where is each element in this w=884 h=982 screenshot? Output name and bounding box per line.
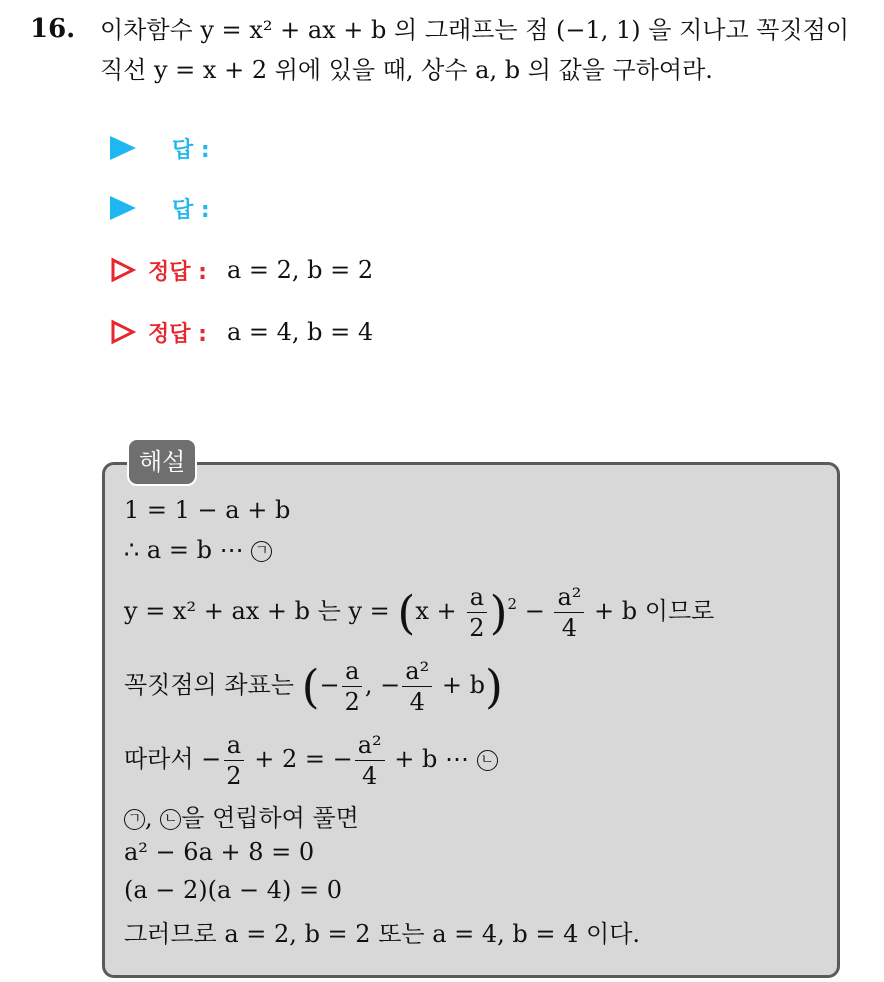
answer-label: 답 : bbox=[172, 137, 210, 163]
question-number: 16. bbox=[30, 14, 76, 44]
outline-triangle-icon bbox=[110, 257, 136, 283]
line3-suffix: + b 이므로 bbox=[594, 597, 715, 625]
solution-line-2-text: ∴ a = b ⋯ bbox=[124, 536, 244, 564]
solution-line-7: a² − 6a + 8 = 0 bbox=[124, 838, 315, 866]
solution-line-6 bbox=[124, 798, 359, 833]
solution-line-9: 그러므로 a = 2, b = 2 또는 a = 4, b = 4 이다. bbox=[124, 920, 641, 948]
minus-sign: − bbox=[319, 671, 340, 699]
filled-triangle-icon bbox=[110, 136, 136, 160]
answer-row-2[interactable] bbox=[110, 188, 210, 228]
line5-prefix: 따라서 − bbox=[124, 745, 222, 773]
comma: , bbox=[145, 804, 153, 832]
numerator: a bbox=[467, 582, 487, 613]
filled-triangle-icon bbox=[110, 196, 136, 220]
correct-answer-row-2 bbox=[110, 312, 373, 352]
numerator: a² bbox=[554, 582, 584, 613]
correct-answer-label: 정답 : bbox=[148, 259, 207, 285]
solution-line-8: (a − 2)(a − 4) = 0 bbox=[124, 876, 342, 904]
answer-label: 답 : bbox=[172, 197, 210, 223]
denominator: 4 bbox=[362, 762, 378, 790]
solution-line-5 bbox=[124, 730, 498, 791]
answer-row-1[interactable] bbox=[110, 128, 210, 168]
numerator: a bbox=[224, 730, 244, 761]
right-paren: ) bbox=[489, 585, 508, 640]
circled-letter: ㄴ bbox=[160, 809, 181, 830]
right-paren: ) bbox=[484, 659, 503, 714]
solution-line-2 bbox=[124, 536, 272, 564]
denominator: 2 bbox=[469, 614, 485, 642]
outline-triangle-icon bbox=[110, 319, 136, 345]
numerator: a² bbox=[402, 656, 432, 687]
line5-middle: + 2 = − bbox=[254, 745, 353, 773]
correct-answer-label: 정답 : bbox=[148, 321, 207, 347]
denominator: 2 bbox=[226, 762, 242, 790]
left-paren: ( bbox=[301, 659, 320, 714]
fraction bbox=[402, 656, 432, 717]
numerator: a² bbox=[355, 730, 385, 761]
fraction bbox=[466, 582, 487, 643]
minus-sign: − bbox=[524, 597, 545, 625]
solution-line-4 bbox=[124, 656, 503, 717]
numerator: a bbox=[342, 656, 362, 687]
denominator: 4 bbox=[409, 688, 425, 716]
correct-answer-value: a = 4, b = 4 bbox=[226, 318, 374, 346]
circled-letter: ㄱ bbox=[251, 541, 272, 562]
question-text-line1: 이차함수 y = x² + ax + b 의 그래프는 점 (−1, 1) 을 지나고 꼭짓점이 bbox=[100, 16, 849, 44]
fraction bbox=[223, 730, 244, 791]
line4-prefix: 꼭짓점의 좌표는 bbox=[124, 671, 294, 699]
correct-answer-row-1 bbox=[110, 250, 373, 290]
denominator: 4 bbox=[561, 614, 578, 642]
question-text-line2: 직선 y = x + 2 위에 있을 때, 상수 a, b 의 값을 구하여라. bbox=[100, 56, 713, 84]
line3-inner: x + bbox=[415, 597, 457, 625]
line5-suffix: + b ⋯ bbox=[394, 745, 470, 773]
solution-tag: 해설 bbox=[127, 438, 197, 486]
circled-letter: ㄱ bbox=[124, 809, 145, 830]
line3-prefix: y = x² + ax + b 는 y = bbox=[124, 597, 390, 625]
solution-line-3 bbox=[124, 582, 714, 643]
fraction bbox=[554, 582, 584, 643]
line4-suffix: + b bbox=[441, 671, 485, 699]
fraction bbox=[355, 730, 385, 791]
denominator: 2 bbox=[344, 688, 360, 716]
line6-suffix: 을 연립하여 풀면 bbox=[181, 804, 359, 832]
correct-answer-value: a = 2, b = 2 bbox=[226, 256, 374, 284]
exponent: 2 bbox=[507, 595, 518, 613]
left-paren: ( bbox=[397, 585, 416, 640]
comma: , − bbox=[364, 671, 401, 699]
solution-line-1: 1 = 1 − a + b bbox=[124, 496, 291, 524]
fraction bbox=[342, 656, 363, 717]
circled-letter: ㄴ bbox=[477, 750, 498, 771]
